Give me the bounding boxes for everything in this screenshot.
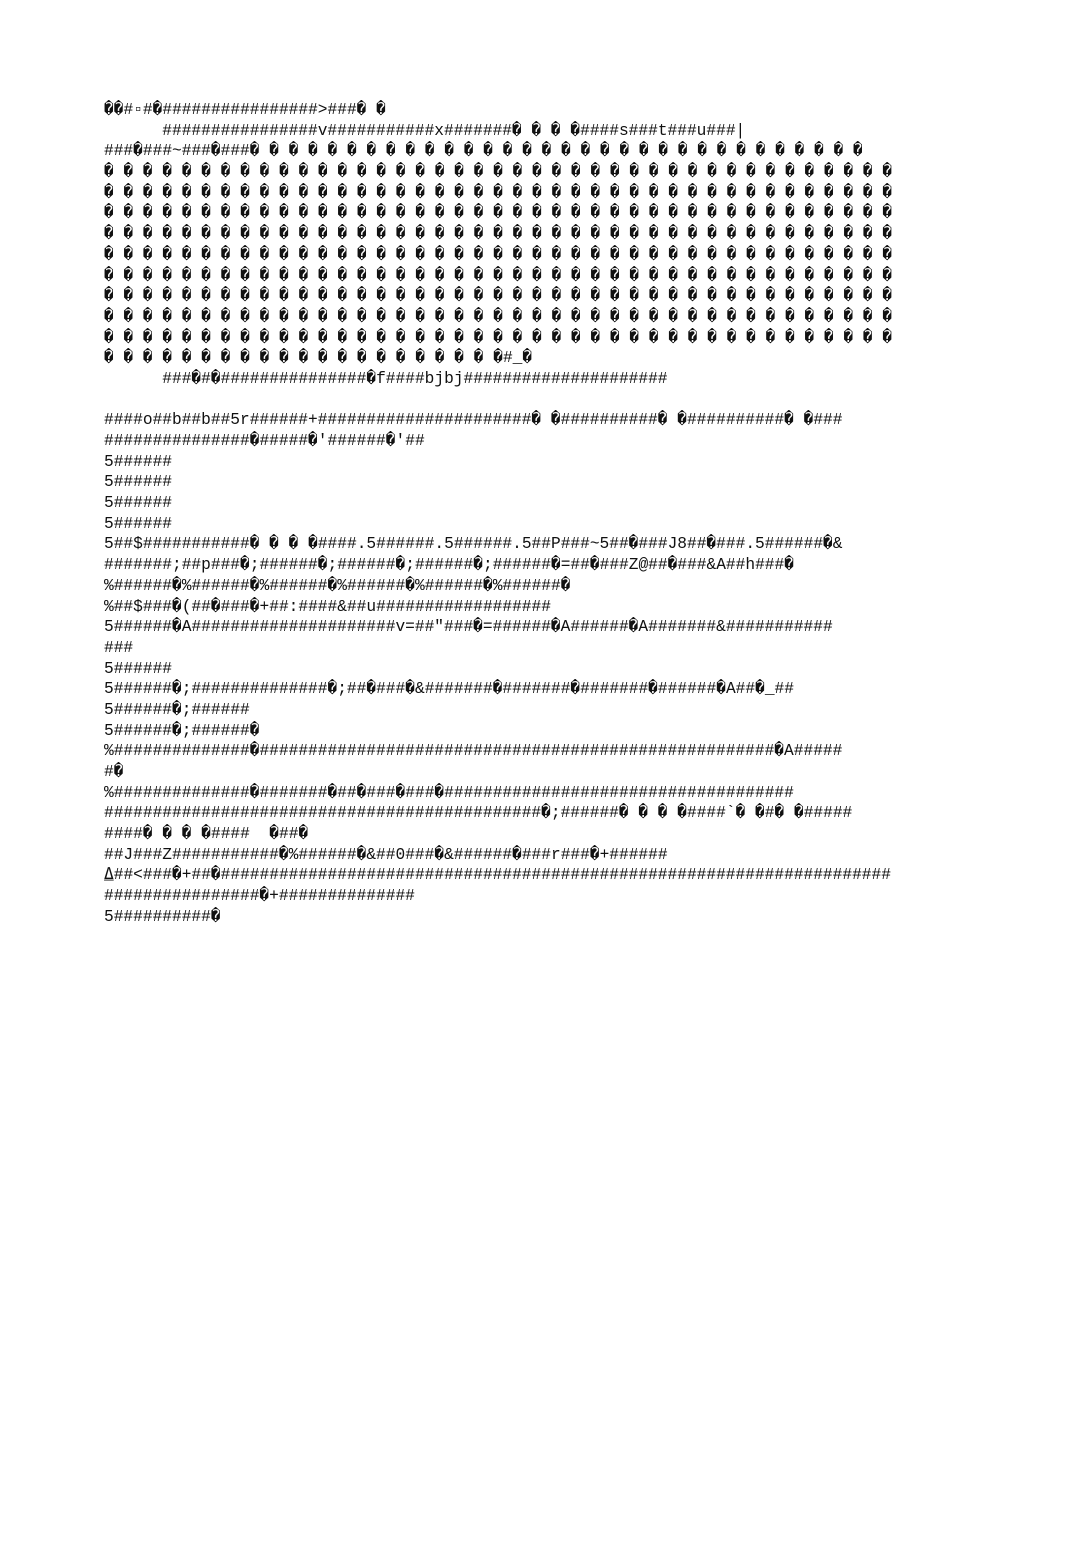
text-line: � � � � � � � � � � � � � � � � � � � � � � � � � � � � � � � � � � � � � � � � � <box>104 225 893 244</box>
text-line: 5###### <box>104 473 172 492</box>
text-line: � � � � � � � � � � � � � � � � � � � � � � � � � � � � � � � � � � � � � � � � � <box>104 307 893 326</box>
text-line: %##$###�(##�###�+##:####&##u################## <box>104 597 551 616</box>
text-line: 5######�A#####################v=##"###�=######�A######�A#######&########### <box>104 618 833 637</box>
text-line: � � � � � � � � � � � � � � � � � � � � � � � � � � � � � � � � � � � � � � � � � <box>104 163 893 182</box>
text-line: #� <box>104 763 124 781</box>
garbled-document-text <box>104 100 1004 928</box>
text-line: � � � � � � � � � � � � � � � � � � � � � � � � � � � � � � � � � � � � � � � � � <box>104 245 893 264</box>
text-line: ###�###~###�###� � � � � � � � � � � � � � � � � � � � � � � � � � � � � � � � <box>104 142 863 161</box>
text-line: � � � � � � � � � � � � � � � � � � � � � � � � � � � � � � � � � � � � � � � � � <box>104 183 893 202</box>
text-line: 5######�;##############�;##�###�&#######�#######�#######�######�A##�_## <box>104 680 794 699</box>
text-line: ### <box>104 638 134 657</box>
text-line: � � � � � � � � � � � � � � � � � � � � � � � � � � � � � � � � � � � � � � � � � <box>104 287 893 306</box>
text-line: %##############�#####################################################�A##### <box>104 742 843 761</box>
text-line: � � � � � � � � � � � � � � � � � � � � � � � � � � � � � � � � � � � � � � � � � <box>104 266 893 285</box>
text-line: ###�#�###############�f####bjbj##################### <box>104 369 668 388</box>
text-line: 5###### <box>104 452 172 471</box>
text-line: ################v###########x#######� � � �####s###t###u###| <box>104 121 746 140</box>
text-line: ��#▫#�################>###� � <box>104 101 386 119</box>
text-line: #######;##p###�;######�;######�;######�;######�=##�###Z@##�###&A##h###� <box>104 556 794 575</box>
text-line: ################�+############## <box>104 887 415 906</box>
text-line: � � � � � � � � � � � � � � � � � � � � �#_� <box>104 349 533 368</box>
text-line: ####� � � �#### �##� <box>104 825 309 844</box>
text-line: ##J###Z###########�%######�&##0###�&######�###r###�+###### <box>104 845 668 864</box>
text-line: � � � � � � � � � � � � � � � � � � � � � � � � � � � � � � � � � � � � � � � � � <box>104 328 893 347</box>
text-line: 5###### <box>104 514 172 533</box>
text-line: � � � � � � � � � � � � � � � � � � � � � � � � � � � � � � � � � � � � � � � � � <box>104 204 893 223</box>
text-line: %##############�#######�##�###�###�#################################### <box>104 783 794 802</box>
text-line: %######�%######�%######�%######�%######�%######� <box>104 576 571 595</box>
text-line: ####o##b##b##5r######+######################� �##########� �##########� �### <box>104 411 843 430</box>
text-line: 5######�;######� <box>104 721 260 740</box>
text-line: 5###### <box>104 659 172 678</box>
text-line: 5##########� <box>104 907 221 926</box>
text-line: ⍙##<###�+##�##################################################################### <box>104 866 891 885</box>
text-line <box>104 390 1004 411</box>
text-line: 5###### <box>104 494 172 513</box>
text-line: 5##$###########� � � �####.5######.5######.5##P###~5##�###J8##�###.5######�& <box>104 535 843 554</box>
text-line: ###############�#####�'######�'## <box>104 432 425 450</box>
text-line: 5######�;###### <box>104 700 250 719</box>
text-line: #############################################�;######� � � �####`� �#� �##### <box>104 804 853 823</box>
